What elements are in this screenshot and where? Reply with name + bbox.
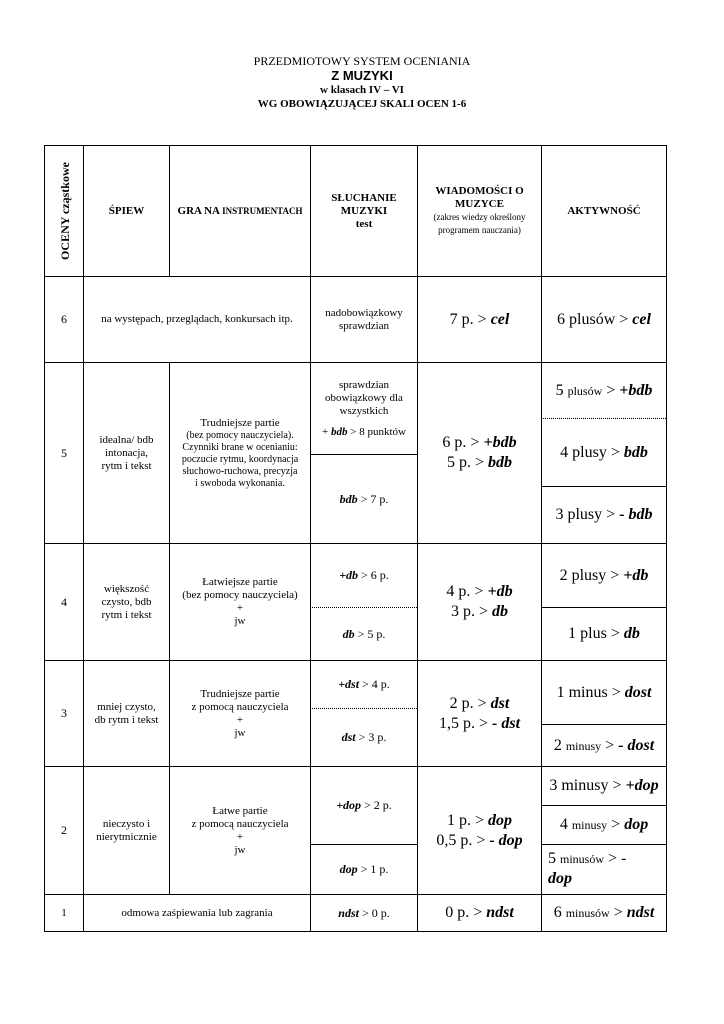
cell-text: 7 p. > (449, 310, 491, 328)
cell-text: 6 plusów > (557, 310, 633, 328)
cell-text: z pomocą nauczyciela (191, 817, 289, 830)
wiadomosci-cell (418, 661, 541, 766)
sluchanie-cell (311, 661, 417, 708)
cell-text: minusów (565, 906, 610, 920)
cell-text: > (609, 904, 627, 921)
grade-mark: cel (490, 310, 510, 328)
grade-mark: ndst (338, 905, 359, 920)
cell-text: + (322, 425, 331, 438)
cell-text: większość (103, 582, 150, 595)
cell-text: 0 p. > (445, 904, 487, 921)
cell-text: 6 (553, 904, 566, 921)
cell-text: minusy (571, 818, 608, 832)
spiew-cell (84, 661, 169, 766)
column-header-sluchanie (311, 146, 417, 276)
cell-text: (bez pomocy nauczyciela). (186, 429, 294, 441)
cell-text: 1 plus > (568, 625, 624, 642)
column-header-spiew: ŚPIEW (108, 204, 145, 217)
wiadomosci-cell (418, 544, 541, 660)
cell-text: jw (234, 843, 246, 856)
cell-text: słuchowo-ruchowa, precyzja (182, 465, 298, 477)
cell-text: sprawdzian (338, 378, 390, 391)
sluchanie-cell (311, 767, 417, 844)
grade-mark: db (623, 625, 640, 642)
spiew-gra-cell: odmowa zaśpiewania lub zagrania (121, 906, 273, 919)
cell-text: > 1 p. (357, 862, 389, 876)
grade-mark: +bdb (483, 434, 517, 451)
cell-text: i swoboda wykonania. (195, 477, 285, 489)
cell-text: z pomocą nauczyciela (191, 700, 289, 713)
grid-line (44, 931, 667, 932)
grade-mark: dost (624, 683, 652, 701)
grade-mark: +dop (336, 798, 362, 812)
cell-text: > (602, 381, 620, 399)
cell-text: jw (234, 615, 246, 627)
cell-text: rytm i tekst (101, 608, 152, 621)
cell-text: 6 p. > (442, 434, 484, 451)
gra-cell (170, 661, 310, 766)
gra-cell (170, 767, 310, 894)
grade-mark: ndst (486, 904, 514, 921)
cell-text: wszystkich (339, 404, 389, 417)
sluchanie-cell (311, 455, 417, 543)
cell-text: + (236, 602, 244, 614)
cell-text: db rytm i tekst (94, 713, 159, 726)
column-header-aktywnosc: AKTYWNOŚĆ (567, 204, 641, 217)
aktywnosc-cell (542, 277, 666, 362)
sluchanie-cell (311, 895, 417, 931)
cell-text: 4 p. > (446, 583, 488, 600)
cell-text: mniej czysto, (97, 700, 156, 713)
cell-text: 5 (548, 850, 560, 867)
header-text: MUZYCE (455, 198, 504, 210)
cell-text: 2 (553, 736, 566, 754)
grade-mark: +db (339, 568, 359, 582)
header-text: MUZYKI (340, 204, 388, 217)
grade-mark: - dst (492, 714, 521, 732)
aktywnosc-cell (542, 487, 666, 543)
column-header-oceny: OCENY cząstkowe (58, 162, 72, 260)
grade-mark: db (492, 603, 509, 620)
sluchanie-cell (311, 544, 417, 607)
grade-mark: dop (339, 862, 358, 876)
header-text: SŁUCHANIE (331, 191, 397, 204)
sluchanie-cell (311, 709, 417, 766)
column-header-gra (170, 146, 310, 276)
cell-text: > 7 p. (357, 491, 389, 506)
grade-mark: bdb (331, 425, 348, 438)
grade-mark: +dst (338, 677, 360, 691)
cell-text: 3 plusy > (555, 506, 620, 523)
grade-2: 2 (61, 823, 67, 837)
header-note: (zakres wiedzy określony (433, 212, 526, 222)
grade-mark: ndst (626, 904, 655, 921)
cell-text: nieczysto i (102, 817, 151, 830)
cell-text: minusów (560, 852, 605, 866)
spiew-gra-cell: na występach, przeglądach, konkursach itp. (101, 313, 293, 325)
aktywnosc-cell (542, 895, 666, 931)
grade-mark: bdb (339, 491, 358, 506)
cell-text: Czynniki brane w ocenianiu: (182, 441, 298, 453)
wiadomosci-cell (418, 767, 541, 894)
cell-text: 3 p. > (450, 603, 493, 620)
cell-text: Łatwe partie (212, 804, 268, 817)
cell-text: 5 p. > (446, 454, 489, 471)
spiew-cell (84, 544, 169, 660)
cell-text: > 4 p. (359, 677, 390, 691)
grade-mark: dst (341, 730, 356, 744)
cell-text: + (236, 713, 244, 726)
cell-text: 4 plusy > (560, 443, 624, 461)
grade-mark: - dost (618, 736, 655, 754)
cell-text: poczucie rytmu, koordynacja (181, 453, 299, 465)
cell-text: plusów (567, 383, 603, 398)
wiadomosci-cell (418, 895, 541, 931)
aktywnosc-cell (542, 661, 666, 724)
grade-4: 4 (61, 594, 67, 609)
aktywnosc-cell (542, 767, 666, 805)
aktywnosc-cell (542, 419, 666, 486)
grade-6: 6 (61, 312, 67, 326)
title-line-2: Z MUZYKI (331, 68, 393, 83)
header-text: WIADOMOŚCI O (435, 185, 524, 197)
title-line-4: WG OBOWIĄZUJĄCEJ SKALI OCEN 1-6 (257, 98, 467, 110)
grade-mark: dop (624, 816, 649, 833)
cell-text: Trudniejsze partie (200, 687, 280, 700)
cell-text: > - (604, 850, 627, 867)
aktywnosc-cell (542, 806, 666, 844)
gra-label: GRA NA (177, 204, 223, 217)
title-line-1: PRZEDMIOTOWY SYSTEM OCENIANIA (253, 54, 471, 68)
grade-mark: +db (623, 566, 649, 584)
cell-text: + (236, 830, 244, 843)
cell-text: > 0 p. (358, 905, 390, 920)
cell-text: > 2 p. (361, 798, 392, 812)
header-text: test (355, 217, 373, 230)
cell-text: obowiązkowy dla (325, 391, 403, 404)
grade-mark: - bdb (619, 506, 653, 523)
cell-text: > (607, 816, 625, 833)
cell-text: 4 (559, 816, 572, 833)
grid-line (666, 145, 667, 932)
sluchanie-cell (311, 363, 417, 454)
gra-cell (170, 363, 310, 543)
cell-text: 3 minusy > (549, 777, 626, 794)
grade-mark: cel (632, 310, 651, 328)
title-line-3: w klasach IV – VI (320, 84, 404, 96)
cell-text: > 6 p. (358, 568, 389, 582)
cell-text: Trudniejsze partie (200, 416, 280, 429)
cell-text: 1 minus > (556, 683, 625, 701)
aktywnosc-cell (542, 608, 666, 660)
grade-mark: dst (490, 694, 510, 712)
header-note: programem nauczania) (438, 225, 521, 235)
cell-text: > 8 punktów (347, 425, 406, 438)
cell-text: 0,5 p. > (436, 831, 490, 849)
gra-cell (170, 544, 310, 660)
cell-text: (bez pomocy nauczyciela) (182, 589, 298, 601)
aktywnosc-cell (542, 544, 666, 607)
grade-mark: - dop (489, 831, 523, 849)
grid-line (541, 844, 666, 845)
wiadomosci-cell (418, 277, 541, 362)
cell-text: 2 plusy > (559, 566, 624, 584)
cell-text: > 5 p. (354, 626, 386, 641)
cell-text: 2 p. > (449, 694, 491, 712)
wiadomosci-cell (418, 363, 541, 543)
aktywnosc-cell (542, 725, 666, 766)
grade-mark: +dop (625, 777, 659, 794)
grade-mark: bdb (623, 443, 648, 461)
aktywnosc-cell (548, 849, 662, 893)
cell-text: nadobowiązkowy (325, 306, 403, 319)
grade-mark: dop (548, 870, 572, 887)
cell-text: > (601, 736, 619, 754)
cell-text: czysto, bdb (101, 595, 152, 608)
grade-5: 5 (61, 445, 67, 460)
sluchanie-cell (311, 608, 417, 660)
grade-mark: db (342, 626, 355, 641)
spiew-cell (84, 767, 169, 894)
grade-mark: bdb (488, 454, 513, 471)
grade-mark: +bdb (619, 381, 653, 399)
grade-mark: dop (488, 811, 512, 829)
column-header-wiadomosci (418, 146, 541, 276)
grade-1: 1 (61, 906, 67, 919)
sluchanie-cell (311, 277, 417, 362)
cell-text: 5 (555, 381, 568, 399)
cell-text: > 3 p. (355, 730, 387, 744)
cell-text: sprawdzian (338, 319, 390, 332)
grade-mark: +db (487, 583, 513, 600)
cell-text: jw (234, 726, 246, 739)
spiew-cell (84, 363, 169, 543)
cell-text: 1,5 p. > (438, 714, 493, 732)
grade-3: 3 (61, 706, 67, 720)
cell-text: minusy (565, 738, 602, 753)
cell-text: idealna/ bdb (99, 433, 154, 446)
gra-label-small: INSTRUMENTACH (222, 205, 303, 216)
aktywnosc-cell (542, 363, 666, 418)
cell-text: rytm i tekst (101, 459, 152, 472)
cell-text: nierytmicznie (96, 830, 157, 843)
cell-text: Łatwiejsze partie (202, 576, 278, 588)
cell-text: 1 p. > (446, 811, 488, 829)
cell-text: intonacja, (104, 446, 149, 459)
sluchanie-cell (311, 845, 417, 894)
